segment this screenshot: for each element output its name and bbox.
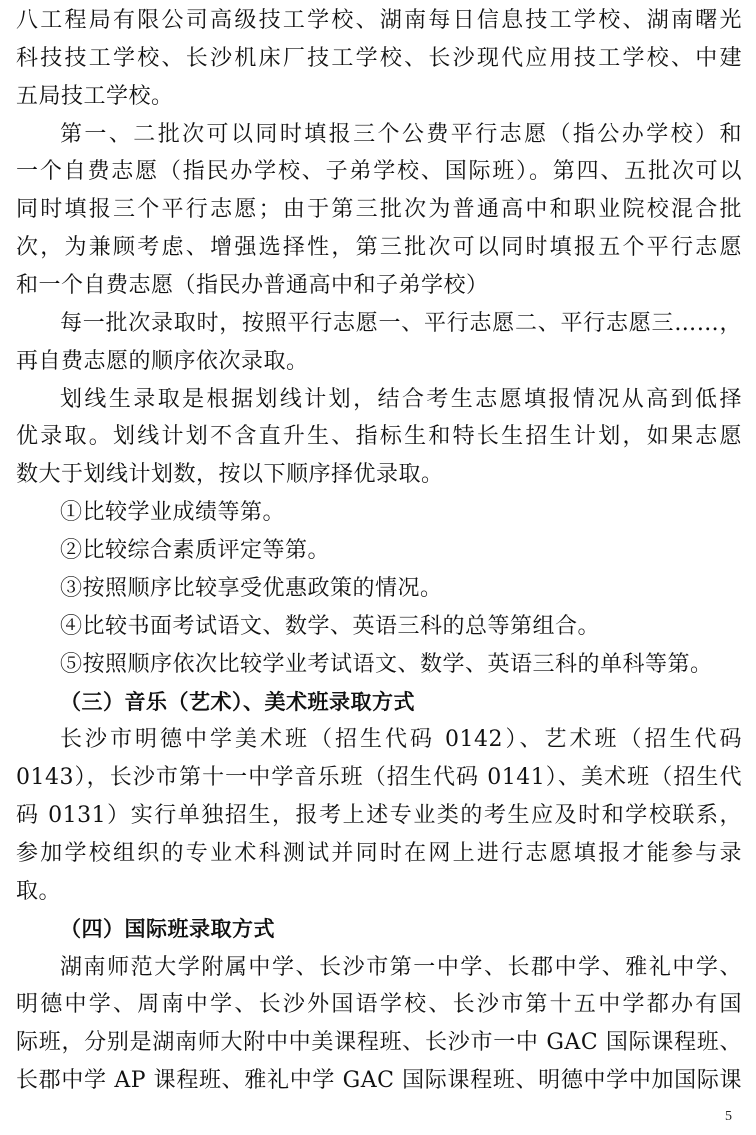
text-line: 长郡中学 AP 课程班、雅礼中学 GAC 国际课程班、明德中学中加国际课 — [16, 1068, 742, 1094]
text-line: 码 0131）实行单独招生，报考上述专业类的考生应及时和学校联系， — [16, 803, 742, 829]
text-line: 同时填报三个平行志愿；由于第三批次为普通高中和职业院校混合批 — [16, 197, 742, 223]
text-line: 数大于划线计划数，按以下顺序择优录取。 — [16, 462, 444, 488]
text-line: 明德中学、周南中学、长沙外国语学校、长沙市第十五中学都办有国 — [16, 992, 742, 1018]
section-heading: （三）音乐（艺术）、美术班录取方式 — [60, 689, 415, 714]
text-line: 0143），长沙市第十一中学音乐班（招生代码 0141）、美术班（招生代 — [16, 765, 742, 791]
text-line: 次，为兼顾考虑、增强选择性，第三批次可以同时填报五个平行志愿 — [16, 235, 742, 261]
text-line: 再自费志愿的顺序依次录取。 — [16, 348, 309, 374]
section-heading: （四）国际班录取方式 — [60, 916, 275, 941]
list-item: ③按照顺序比较享受优惠政策的情况。 — [60, 575, 443, 601]
text-line: 长沙市明德中学美术班（招生代码 0142）、艺术班（招生代码 — [60, 727, 742, 753]
list-item: ②比较综合素质评定等第。 — [60, 538, 331, 564]
text-line: 每一批次录取时，按照平行志愿一、平行志愿二、平行志愿三……， — [60, 310, 742, 336]
text-line: 一个自费志愿（指民办学校、子弟学校、国际班）。第四、五批次可以 — [16, 159, 742, 185]
page-number: 5 — [725, 1109, 732, 1124]
text-line: 取。 — [16, 878, 62, 904]
text-line: 科技技工学校、长沙机床厂技工学校、长沙现代应用技工学校、中建 — [16, 45, 742, 71]
text-line: 际班，分别是湖南师大附中中美课程班、长沙市一中 GAC 国际课程班、 — [16, 1030, 742, 1056]
text-line: 划线生录取是根据划线计划，结合考生志愿填报情况从高到低择 — [60, 386, 742, 412]
text-line: 八工程局有限公司高级技工学校、湖南每日信息技工学校、湖南曙光 — [16, 8, 742, 33]
list-item: ⑤按照顺序依次比较学业考试语文、数学、英语三科的单科等第。 — [60, 651, 713, 677]
list-item: ①比较学业成绩等第。 — [60, 500, 286, 526]
text-line: 湖南师范大学附属中学、长沙市第一中学、长郡中学、雅礼中学、 — [60, 954, 742, 980]
text-line: 优录取。划线计划不含直升生、指标生和特长生招生计划，如果志愿 — [16, 424, 742, 450]
text-line: 五局技工学校。 — [16, 83, 174, 109]
list-item: ④比较书面考试语文、数学、英语三科的总等第组合。 — [60, 613, 601, 639]
text-line: 参加学校组织的专业术科测试并同时在网上进行志愿填报才能参与录 — [16, 840, 742, 866]
text-line: 和一个自费志愿（指民办普通高中和子弟学校） — [16, 273, 489, 299]
text-line: 第一、二批次可以同时填报三个公费平行志愿（指公办学校）和 — [60, 121, 742, 147]
